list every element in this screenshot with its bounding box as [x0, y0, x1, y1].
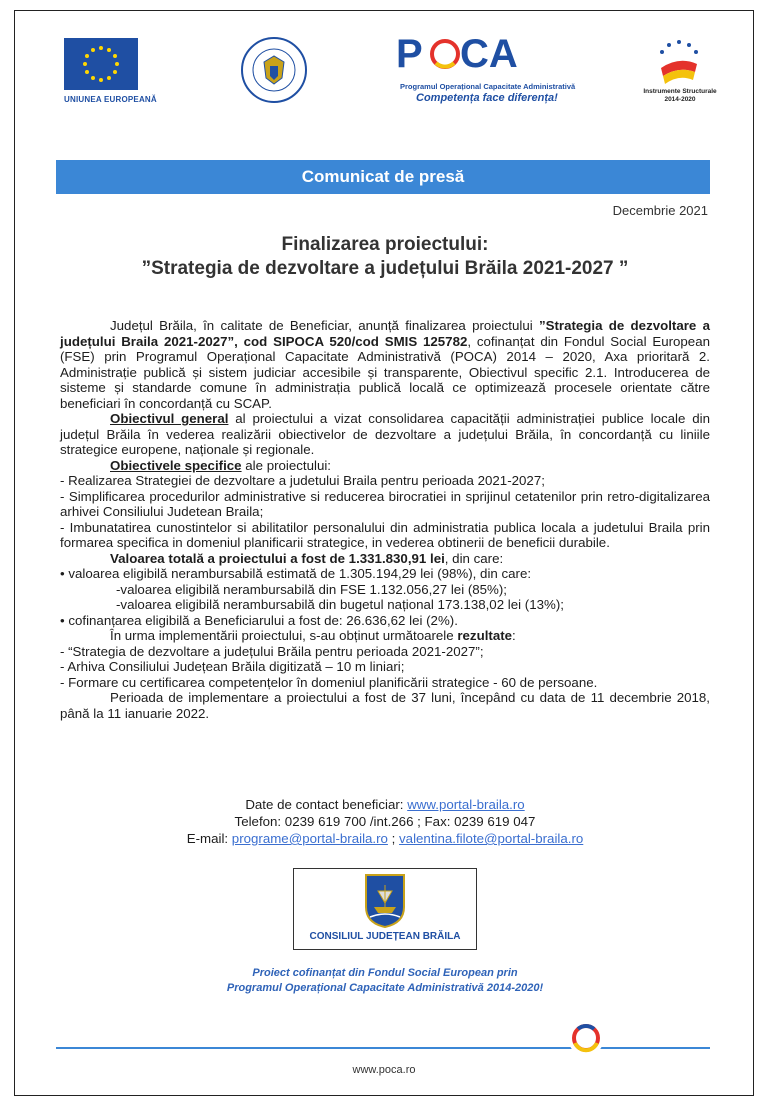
title-line-2: ”Strategia de dezvoltare a județului Brăila 2021-2027 ”: [141, 258, 629, 279]
specific-objective-3: - Imbunatatirea cunostintelor si abilitatilor personalului din administratia publica locala a judetului Braila prin formarea specifica in domeniul planificarii strategice, in vederea obtinerii de beneficii durabile.: [60, 519, 710, 550]
contact-phone: Telefon: 0239 619 700 /int.266 ; Fax: 0239 619 047: [234, 814, 536, 829]
implementation-period: Perioada de implementare a proiectului a fost de 37 luni, începând cu data de 11 decembrie 2018, până la 11 ianuarie 2022.: [60, 690, 710, 721]
email-link-1[interactable]: programe@portal-braila.ro: [231, 831, 388, 846]
results-heading: În urma implementării proiectului, s-au obținut următoarele rezultate:: [110, 628, 516, 643]
general-objective-paragraph: Obiectivul general al proiectului a vizat consolidarea capacității administrației publice locale din județul Brăila în vederea realizării obiectivelor de dezvoltare a județului Brăila, în concordanță cu liniile strategice europene, naționale și regionale.: [60, 411, 710, 457]
result-2: - Arhiva Consiliului Județean Brăila digitizată – 10 m liniari;: [60, 659, 405, 674]
title-line-1: Finalizarea proiectului:: [281, 234, 489, 255]
contact-email-line: E-mail: programe@portal-braila.ro ; valentina.filote@portal-braila.ro: [186, 831, 584, 846]
website-link[interactable]: www.portal-braila.ro: [407, 797, 525, 812]
gov-seal-logo: [240, 36, 308, 104]
value-item-1a: -valoarea eligibilă nerambursabilă din FSE 1.132.056,27 lei (85%);: [116, 581, 508, 597]
cjb-coat-of-arms-icon: [364, 873, 406, 929]
cjb-logo-box: [293, 868, 477, 950]
cjb-label: CONSILIUL JUDEȚEAN BRĂILA: [309, 931, 461, 942]
specific-objectives-heading: Obiectivele specifice ale proiectului:: [110, 457, 331, 473]
specific-objective-1: - Realizarea Strategiei de dezvoltare a judetului Braila pentru perioada 2021-2027;: [60, 473, 545, 488]
value-item-2: • cofinanțarea eligibilă a Beneficiarului a fost de: 26.636,62 lei (2%).: [60, 612, 458, 628]
footnote-line-2: Programul Operațional Capacitate Administrativă 2014-2020!: [226, 982, 544, 994]
instrumente-structurale-label: Instrumente Structurale 2014-2020: [643, 88, 717, 103]
release-date: Decembrie 2021: [612, 203, 708, 218]
value-item-1: • valoarea eligibilă nerambursabilă estimată de 1.305.194,29 lei (98%), din care:: [60, 566, 532, 581]
instrumente-structurale-logo: [655, 38, 703, 86]
footer-url[interactable]: www.poca.ro: [352, 1064, 416, 1076]
result-1: - “Strategia de dezvoltare a județului Brăila pentru perioada 2021-2027”;: [60, 643, 484, 659]
poca-footer-icon: [566, 1018, 606, 1058]
eu-label: UNIUNEA EUROPEANĂ: [64, 95, 157, 104]
svg-text:P: P: [396, 34, 423, 72]
footer-divider: [56, 1047, 710, 1049]
specific-objective-2: - Simplificarea procedurilor administrative si reducerea birocratiei in sprijinul cetatenilor prin retro-digitalizarea arhivei Consiliului Judetean Braila;: [60, 488, 710, 519]
value-item-1b: -valoarea eligibilă nerambursabilă din bugetul național 173.138,02 lei (13%);: [116, 597, 564, 612]
press-release-banner: Comunicat de presă: [56, 160, 710, 194]
total-value: Valoarea totală a proiectului a fost de 1.331.830,91 lei, din care:: [110, 550, 504, 566]
email-link-2[interactable]: valentina.filote@portal-braila.ro: [399, 831, 584, 846]
svg-text:CA: CA: [460, 34, 518, 72]
poca-logo: [396, 34, 566, 77]
intro-paragraph: Județul Brăila, în calitate de Beneficiar, anunță finalizarea proiectului ”Strategia de dezvoltare a județului Braila 2021-2027”, cod SIPOCA 520/cod SMIS 125782, cofinanțat din Fondul Social European (FSE) prin Programul Operațional Capacitate Administrativă (POCA) 2014 – 2020, Axa prioritară 2. Administrație publică și sistem judiciar accesibile și transparente, Obiectivul specific 2.1. Introducerea de sisteme și standarde comune în administrația publică locală ce optimizează procesele orientate către beneficiari în concordanță cu SCAP.: [60, 318, 710, 411]
poca-program-label: Programul Operațional Capacitate Administrativă: [400, 82, 576, 91]
eu-flag-logo: [64, 38, 138, 90]
press-body: [60, 318, 710, 721]
poca-tagline: Competența face diferența!: [416, 92, 558, 104]
result-3: - Formare cu certificarea competențelor în domeniul planificării strategice - 60 de persoane.: [60, 674, 598, 690]
contact-line-1: Date de contact beneficiar: www.portal-braila.ro: [245, 797, 525, 812]
footnote-line-1: Proiect cofinanțat din Fondul Social European prin: [252, 967, 518, 979]
